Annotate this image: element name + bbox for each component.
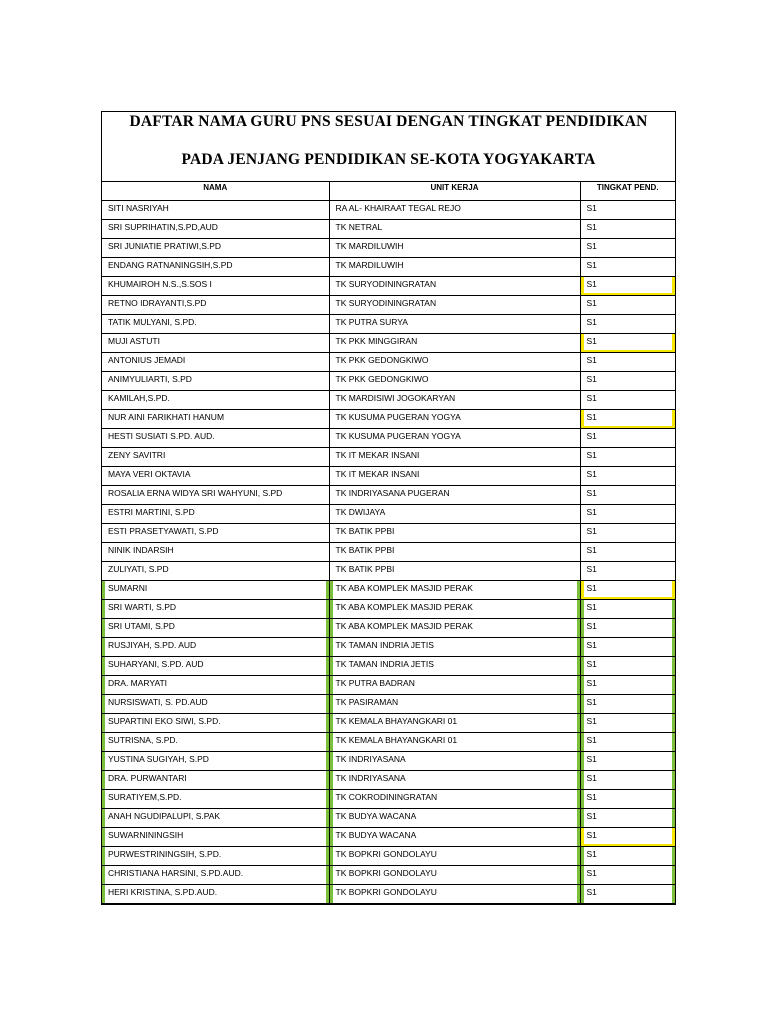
cell-tingkat-pend: S1: [580, 809, 675, 828]
cell-tingkat-pend: S1: [580, 220, 675, 239]
table-row: [102, 809, 675, 828]
cell-unit-kerja: RA AL- KHAIRAAT TEGAL REJO: [329, 201, 580, 220]
table-row: [102, 600, 675, 619]
cell-tingkat-pend: S1: [580, 866, 675, 885]
cell-unit-kerja: TK KEMALA BHAYANGKARI 01: [329, 733, 580, 752]
table-row: [102, 733, 675, 752]
cell-tingkat-pend: S1: [580, 353, 675, 372]
cell-nama: SRI WARTI, S.PD: [102, 600, 329, 619]
cell-tingkat-pend: S1: [580, 828, 675, 847]
table-row: [102, 239, 675, 258]
table-body: [102, 201, 675, 904]
cell-nama: SURATIYEM,S.PD.: [102, 790, 329, 809]
cell-unit-kerja: TK BUDYA WACANA: [329, 809, 580, 828]
cell-nama: ZULIYATI, S.PD: [102, 562, 329, 581]
cell-nama: TATIK MULYANI, S.PD.: [102, 315, 329, 334]
cell-nama: CHRISTIANA HARSINI, S.PD.AUD.: [102, 866, 329, 885]
cell-unit-kerja: TK IT MEKAR INSANI: [329, 448, 580, 467]
cell-nama: HERI KRISTINA, S.PD.AUD.: [102, 885, 329, 904]
cell-nama: PURWESTRININGSIH, S.PD.: [102, 847, 329, 866]
cell-nama: MAYA VERI OKTAVIA: [102, 467, 329, 486]
cell-unit-kerja: TK BOPKRI GONDOLAYU: [329, 847, 580, 866]
cell-unit-kerja: TK TAMAN INDRIA JETIS: [329, 657, 580, 676]
cell-nama: NURSISWATI, S. PD.AUD: [102, 695, 329, 714]
table-row: [102, 619, 675, 638]
cell-unit-kerja: TK PKK GEDONGKIWO: [329, 353, 580, 372]
table-header-row: [102, 182, 675, 201]
table-row: [102, 676, 675, 695]
table-row: [102, 847, 675, 866]
cell-unit-kerja: TK ABA KOMPLEK MASJID PERAK: [329, 600, 580, 619]
cell-tingkat-pend: S1: [580, 201, 675, 220]
cell-nama: SUTRISNA, S.PD.: [102, 733, 329, 752]
cell-tingkat-pend: S1: [580, 372, 675, 391]
cell-unit-kerja: TK BATIK PPBI: [329, 524, 580, 543]
cell-tingkat-pend: S1: [580, 676, 675, 695]
header-tingkat-pend: TINGKAT PEND.: [580, 182, 675, 201]
table-row: [102, 277, 675, 296]
table-row: [102, 391, 675, 410]
document-sheet: [101, 111, 676, 905]
cell-nama: ANAH NGUDIPALUPI, S.PAK: [102, 809, 329, 828]
cell-unit-kerja: TK INDRIYASANA: [329, 752, 580, 771]
cell-nama: SITI NASRIYAH: [102, 201, 329, 220]
cell-nama: HESTI SUSIATI S.PD. AUD.: [102, 429, 329, 448]
table-row: [102, 372, 675, 391]
table-row: [102, 752, 675, 771]
cell-tingkat-pend: S1: [580, 486, 675, 505]
cell-tingkat-pend: S1: [580, 847, 675, 866]
cell-nama: SUWARNININGSIH: [102, 828, 329, 847]
table-row: [102, 866, 675, 885]
header-nama: NAMA: [102, 182, 329, 201]
cell-nama: NUR AINI FARIKHATI HANUM: [102, 410, 329, 429]
cell-tingkat-pend: S1: [580, 410, 675, 429]
cell-tingkat-pend: S1: [580, 277, 675, 296]
cell-nama: ESTRI MARTINI, S.PD: [102, 505, 329, 524]
table-row: [102, 429, 675, 448]
table-row: [102, 524, 675, 543]
cell-nama: ANIMYULIARTI, S.PD: [102, 372, 329, 391]
table-row: [102, 695, 675, 714]
cell-unit-kerja: TK MARDISIWI JOGOKARYAN: [329, 391, 580, 410]
cell-tingkat-pend: S1: [580, 296, 675, 315]
table-row: [102, 543, 675, 562]
document-title: DAFTAR NAMA GURU PNS SESUAI DENGAN TINGKAT PENDIDIKAN: [129, 113, 648, 130]
cell-unit-kerja: TK DWIJAYA: [329, 505, 580, 524]
cell-unit-kerja: TK PASIRAMAN: [329, 695, 580, 714]
cell-unit-kerja: TK KUSUMA PUGERAN YOGYA: [329, 429, 580, 448]
cell-tingkat-pend: S1: [580, 448, 675, 467]
table-row: [102, 220, 675, 239]
cell-tingkat-pend: S1: [580, 619, 675, 638]
cell-nama: ENDANG RATNANINGSIH,S.PD: [102, 258, 329, 277]
cell-unit-kerja: TK IT MEKAR INSANI: [329, 467, 580, 486]
table-row: [102, 790, 675, 809]
table-row: [102, 486, 675, 505]
cell-tingkat-pend: S1: [580, 790, 675, 809]
cell-nama: NINIK INDARSIH: [102, 543, 329, 562]
cell-tingkat-pend: S1: [580, 600, 675, 619]
cell-nama: YUSTINA SUGIYAH, S.PD: [102, 752, 329, 771]
cell-unit-kerja: TK PKK MINGGIRAN: [329, 334, 580, 353]
cell-tingkat-pend: S1: [580, 771, 675, 790]
table-row: [102, 828, 675, 847]
cell-nama: KAMILAH,S.PD.: [102, 391, 329, 410]
table-row: [102, 505, 675, 524]
cell-nama: ROSALIA ERNA WIDYA SRI WAHYUNI, S.PD: [102, 486, 329, 505]
header-unit-kerja: UNIT KERJA: [329, 182, 580, 201]
cell-unit-kerja: TK BOPKRI GONDOLAYU: [329, 866, 580, 885]
cell-unit-kerja: TK PKK GEDONGKIWO: [329, 372, 580, 391]
cell-nama: DRA. MARYATI: [102, 676, 329, 695]
table-row: [102, 467, 675, 486]
table-row: [102, 581, 675, 600]
document-subtitle: PADA JENJANG PENDIDIKAN SE-KOTA YOGYAKARTA: [181, 151, 596, 168]
table-row: [102, 410, 675, 429]
cell-unit-kerja: TK PUTRA SURYA: [329, 315, 580, 334]
cell-tingkat-pend: S1: [580, 581, 675, 600]
cell-unit-kerja: TK MARDILUWIH: [329, 258, 580, 277]
cell-nama: RUSJIYAH, S.PD. AUD: [102, 638, 329, 657]
table-row: [102, 201, 675, 220]
table-row: [102, 562, 675, 581]
cell-tingkat-pend: S1: [580, 752, 675, 771]
cell-nama: DRA. PURWANTARI: [102, 771, 329, 790]
cell-unit-kerja: TK ABA KOMPLEK MASJID PERAK: [329, 581, 580, 600]
cell-nama: ZENY SAVITRI: [102, 448, 329, 467]
cell-tingkat-pend: S1: [580, 733, 675, 752]
table-row: [102, 657, 675, 676]
cell-tingkat-pend: S1: [580, 714, 675, 733]
cell-unit-kerja: TK MARDILUWIH: [329, 239, 580, 258]
cell-unit-kerja: TK ABA KOMPLEK MASJID PERAK: [329, 619, 580, 638]
cell-unit-kerja: TK KEMALA BHAYANGKARI 01: [329, 714, 580, 733]
cell-nama: SUMARNI: [102, 581, 329, 600]
cell-unit-kerja: TK BOPKRI GONDOLAYU: [329, 885, 580, 904]
cell-nama: ESTI PRASETYAWATI, S.PD: [102, 524, 329, 543]
cell-tingkat-pend: S1: [580, 429, 675, 448]
cell-nama: ANTONIUS JEMADI: [102, 353, 329, 372]
cell-nama: MUJI ASTUTI: [102, 334, 329, 353]
cell-nama: RETNO IDRAYANTI,S.PD: [102, 296, 329, 315]
cell-tingkat-pend: S1: [580, 334, 675, 353]
cell-tingkat-pend: S1: [580, 695, 675, 714]
cell-unit-kerja: TK INDRIYASANA: [329, 771, 580, 790]
cell-nama: SUPARTINI EKO SIWI, S.PD.: [102, 714, 329, 733]
cell-nama: KHUMAIROH N.S.,S.SOS I: [102, 277, 329, 296]
cell-tingkat-pend: S1: [580, 657, 675, 676]
table-row: [102, 315, 675, 334]
cell-unit-kerja: TK INDRIYASANA PUGERAN: [329, 486, 580, 505]
cell-tingkat-pend: S1: [580, 543, 675, 562]
cell-tingkat-pend: S1: [580, 524, 675, 543]
table-row: [102, 638, 675, 657]
cell-tingkat-pend: S1: [580, 505, 675, 524]
table-row: [102, 448, 675, 467]
table-row: [102, 258, 675, 277]
cell-nama: SRI SUPRIHATIN,S.PD,AUD: [102, 220, 329, 239]
cell-unit-kerja: TK BATIK PPBI: [329, 562, 580, 581]
cell-nama: SRI JUNIATIE PRATIWI,S.PD: [102, 239, 329, 258]
table-row: [102, 296, 675, 315]
cell-tingkat-pend: S1: [580, 467, 675, 486]
cell-unit-kerja: TK COKRODININGRATAN: [329, 790, 580, 809]
cell-unit-kerja: TK PUTRA BADRAN: [329, 676, 580, 695]
cell-tingkat-pend: S1: [580, 885, 675, 904]
cell-unit-kerja: TK NETRAL: [329, 220, 580, 239]
table-row: [102, 714, 675, 733]
teacher-table: [102, 181, 675, 904]
cell-unit-kerja: TK SURYODININGRATAN: [329, 277, 580, 296]
table-row: [102, 353, 675, 372]
cell-nama: SRI UTAMI, S.PD: [102, 619, 329, 638]
cell-unit-kerja: TK KUSUMA PUGERAN YOGYA: [329, 410, 580, 429]
cell-tingkat-pend: S1: [580, 315, 675, 334]
cell-tingkat-pend: S1: [580, 239, 675, 258]
table-row: [102, 334, 675, 353]
cell-nama: SUHARYANI, S.PD. AUD: [102, 657, 329, 676]
cell-tingkat-pend: S1: [580, 258, 675, 277]
cell-tingkat-pend: S1: [580, 391, 675, 410]
cell-unit-kerja: TK BUDYA WACANA: [329, 828, 580, 847]
cell-unit-kerja: TK BATIK PPBI: [329, 543, 580, 562]
cell-unit-kerja: TK TAMAN INDRIA JETIS: [329, 638, 580, 657]
table-row: [102, 885, 675, 904]
table-row: [102, 771, 675, 790]
cell-tingkat-pend: S1: [580, 562, 675, 581]
cell-tingkat-pend: S1: [580, 638, 675, 657]
cell-unit-kerja: TK SURYODININGRATAN: [329, 296, 580, 315]
